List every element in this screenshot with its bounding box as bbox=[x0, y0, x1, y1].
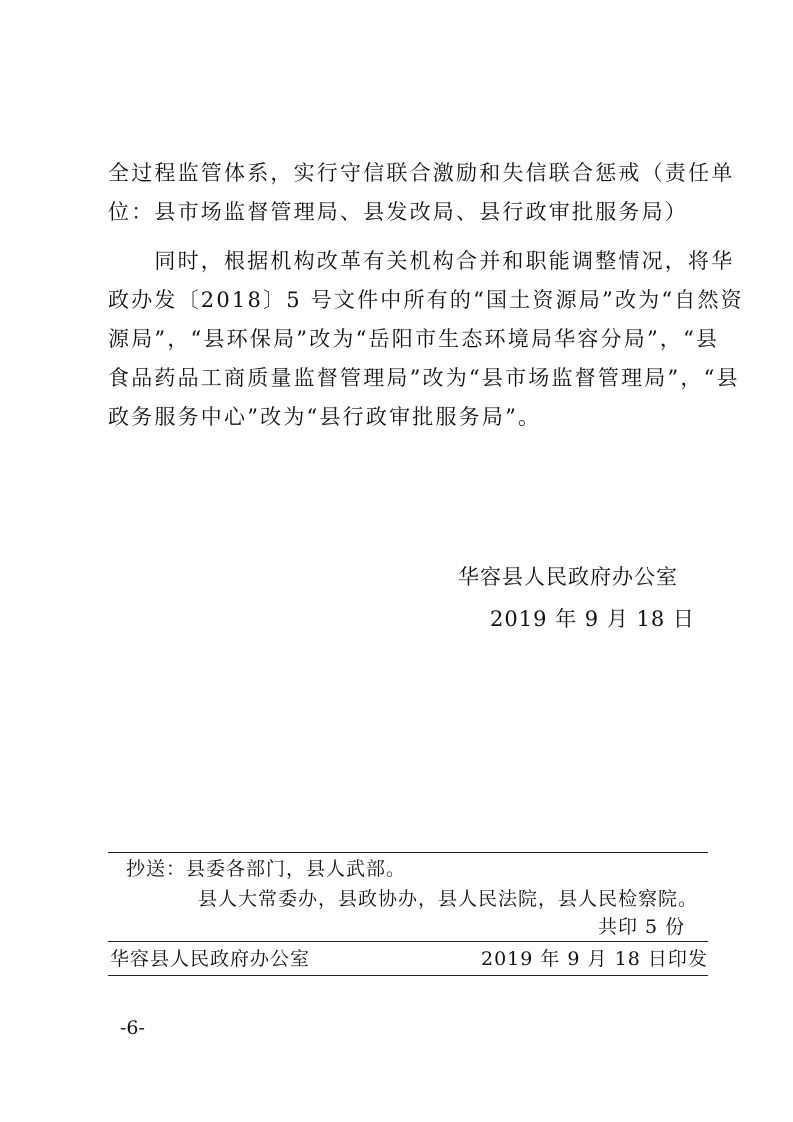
footer-middle-rule bbox=[108, 941, 708, 942]
footer-bottom-rule bbox=[108, 975, 708, 976]
paragraph-line: 全过程监管体系，实行守信联合激励和失信联合惩戒（责任单 bbox=[108, 161, 735, 185]
paragraph-line: 源局”，“县环保局”改为“岳阳市生态环境局华容分局”，“县 bbox=[108, 327, 720, 351]
signature-date: 2019 年 9 月 18 日 bbox=[490, 607, 695, 631]
cc-list-line-1: 抄送：县委各部门，县人武部。 bbox=[126, 858, 407, 880]
issue-date: 2019 年 9 月 18 日印发 bbox=[481, 948, 708, 970]
paragraph-line: 同时，根据机构改革有关机构合并和职能调整情况，将华 bbox=[108, 249, 735, 273]
paragraph-line: 政办发〔2018〕5 号文件中所有的“国土资源局”改为“自然资 bbox=[108, 288, 744, 312]
body-paragraph-2 bbox=[108, 242, 744, 437]
page-number: -6- bbox=[120, 1017, 145, 1039]
paragraph-line: 食品药品工商质量监督管理局”改为“县市场监督管理局”，“县 bbox=[108, 366, 740, 390]
signature-organization: 华容县人民政府办公室 bbox=[458, 565, 678, 589]
body-paragraph-1 bbox=[108, 154, 735, 232]
footer-top-rule bbox=[108, 852, 708, 853]
paragraph-line: 政务服务中心”改为“县行政审批服务局”。 bbox=[108, 405, 542, 429]
copies-count: 共印 5 份 bbox=[598, 916, 686, 938]
issuer-organization: 华容县人民政府办公室 bbox=[110, 948, 311, 970]
cc-list-line-2: 县人大常委办，县政协办，县人民法院，县人民检察院。 bbox=[198, 888, 699, 910]
paragraph-line: 位：县市场监督管理局、县发改局、县行政审批服务局） bbox=[108, 200, 688, 224]
